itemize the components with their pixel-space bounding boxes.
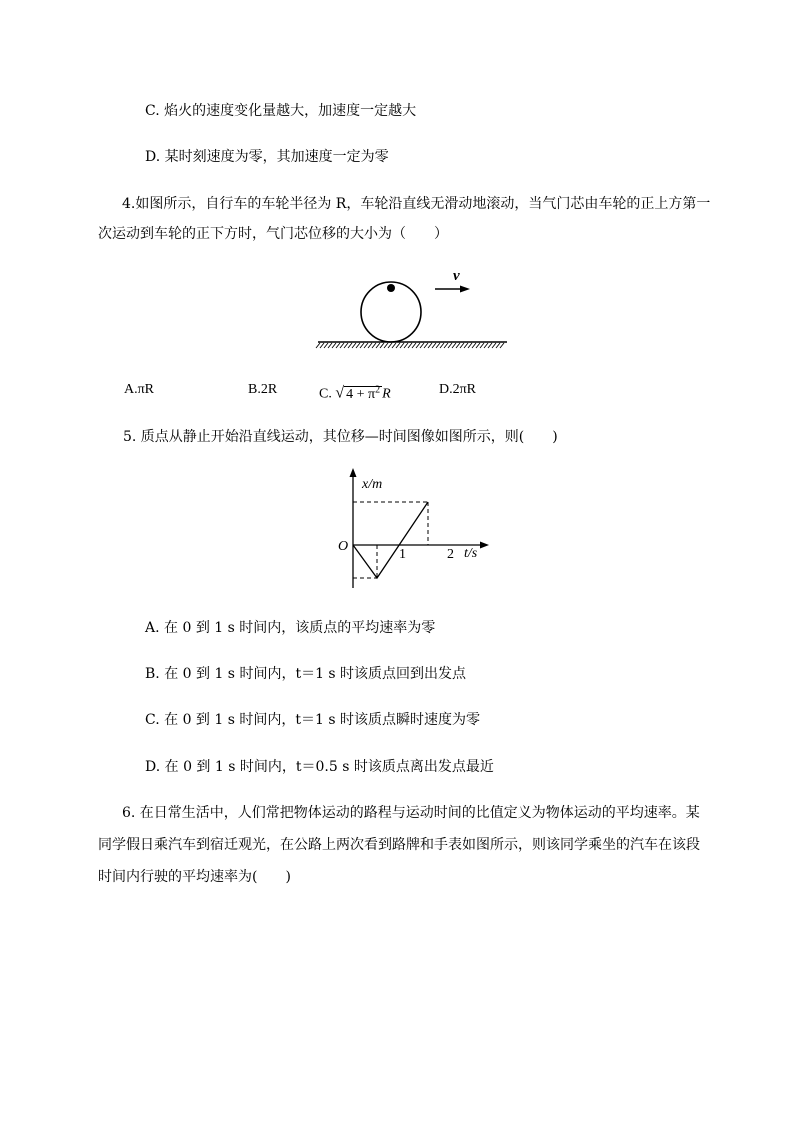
q3-option-d: D. 某时刻速度为零，其加速度一定为零 (145, 149, 389, 165)
x-axis-label: t/s (464, 546, 478, 561)
hatch-mark (448, 343, 452, 348)
hatch-mark (384, 343, 388, 348)
hatch-mark (480, 343, 484, 348)
q4-wheel-figure (310, 262, 520, 352)
hatch-mark (344, 343, 348, 348)
hatch-mark (320, 343, 324, 348)
q6-stem-line-3: 时间内行驶的平均速率为( ) (98, 869, 291, 885)
hatch-mark (408, 343, 412, 348)
hatch-mark (488, 343, 492, 348)
hatch-mark (360, 343, 364, 348)
q5-option-d: D. 在 0 到 1 s 时间内，t＝0.5 s 时该质点离出发点最近 (145, 759, 494, 775)
hatch-mark (328, 343, 332, 348)
q4-stem-line-2: 次运动到车轮的正下方时，气门芯位移的大小为（ ） (98, 226, 448, 242)
hatch-mark (368, 343, 372, 348)
valve-dot (387, 284, 395, 292)
hatch-mark (496, 343, 500, 348)
hatch-mark (456, 343, 460, 348)
hatch-mark (492, 343, 496, 348)
q5-option-a: A. 在 0 到 1 s 时间内，该质点的平均速率为零 (145, 620, 436, 636)
hatch-mark (476, 343, 480, 348)
y-axis-label: x/m (362, 477, 383, 492)
sqrt-icon: √ (335, 384, 345, 402)
tick-label-2: 2 (447, 547, 454, 562)
tick-label-1: 1 (399, 547, 406, 562)
hatch-mark (340, 343, 344, 348)
q4-option-c-root: 4 + π (346, 386, 376, 402)
hatch-mark (356, 343, 360, 348)
q5-option-b: B. 在 0 到 1 s 时间内，t＝1 s 时该质点回到出发点 (145, 666, 467, 682)
q6-stem-line-2: 同学假日乘汽车到宿迁观光，在公路上两次看到路牌和手表如图所示，则该同学乘坐的汽车在该段 (98, 837, 700, 853)
hatch-mark (460, 343, 464, 348)
hatch-mark (432, 343, 436, 348)
hatch-mark (372, 343, 376, 348)
hatch-mark (336, 343, 340, 348)
hatch-mark (332, 343, 336, 348)
hatch-mark (324, 343, 328, 348)
hatch-mark (428, 343, 432, 348)
hatch-mark (420, 343, 424, 348)
q5-xt-graph (335, 466, 495, 594)
hatch-mark (436, 343, 440, 348)
q4-option-c-radicand (344, 386, 382, 402)
q4-option-a: A.πR (124, 382, 155, 397)
velocity-arrow-head (460, 286, 470, 293)
hatch-mark (404, 343, 408, 348)
hatch-mark (464, 343, 468, 348)
hatch-mark (452, 343, 456, 348)
hatch-mark (424, 343, 428, 348)
hatch-mark (440, 343, 444, 348)
velocity-label: v (453, 268, 460, 284)
q5-option-c: C. 在 0 到 1 s 时间内，t＝1 s 时该质点瞬时速度为零 (145, 712, 480, 728)
hatch-mark (472, 343, 476, 348)
ground-hatching (316, 343, 504, 348)
hatch-mark (500, 343, 504, 348)
q4-option-c-suffix: R (382, 386, 391, 402)
hatch-mark (352, 343, 356, 348)
hatch-mark (484, 343, 488, 348)
q6-stem-line-1: 6. 在日常生活中，人们常把物体运动的路程与运动时间的比值定义为物体运动的平均速率。某 (122, 805, 700, 821)
hatch-mark (392, 343, 396, 348)
hatch-mark (412, 343, 416, 348)
hatch-mark (400, 343, 404, 348)
hatch-mark (416, 343, 420, 348)
q4-option-c-prefix: C. (319, 386, 332, 402)
q5-stem: 5. 质点从静止开始沿直线运动，其位移—时间图像如图所示，则( ) (123, 429, 558, 445)
hatch-mark (444, 343, 448, 348)
hatch-mark (396, 343, 400, 348)
q4-option-b: B.2R (248, 382, 278, 397)
origin-label: O (338, 539, 349, 554)
hatch-mark (348, 343, 352, 348)
q4-option-d: D.2πR (439, 382, 477, 397)
q4-stem-line-1: 4.如图所示，自行车的车轮半径为 R，车轮沿直线无滑动地滚动，当气门芯由车轮的正上方第一 (122, 196, 711, 212)
xt-curve (353, 502, 428, 578)
hatch-mark (364, 343, 368, 348)
q4-option-c-exp: 2 (375, 384, 381, 395)
hatch-mark (376, 343, 380, 348)
q3-option-c: C. 焰火的速度变化量越大，加速度一定越大 (145, 103, 417, 119)
q4-option-c (319, 380, 391, 405)
hatch-mark (468, 343, 472, 348)
x-axis-arrow (480, 542, 489, 549)
hatch-mark (388, 343, 392, 348)
hatch-mark (316, 343, 320, 348)
y-axis-arrow (350, 468, 357, 477)
hatch-mark (380, 343, 384, 348)
